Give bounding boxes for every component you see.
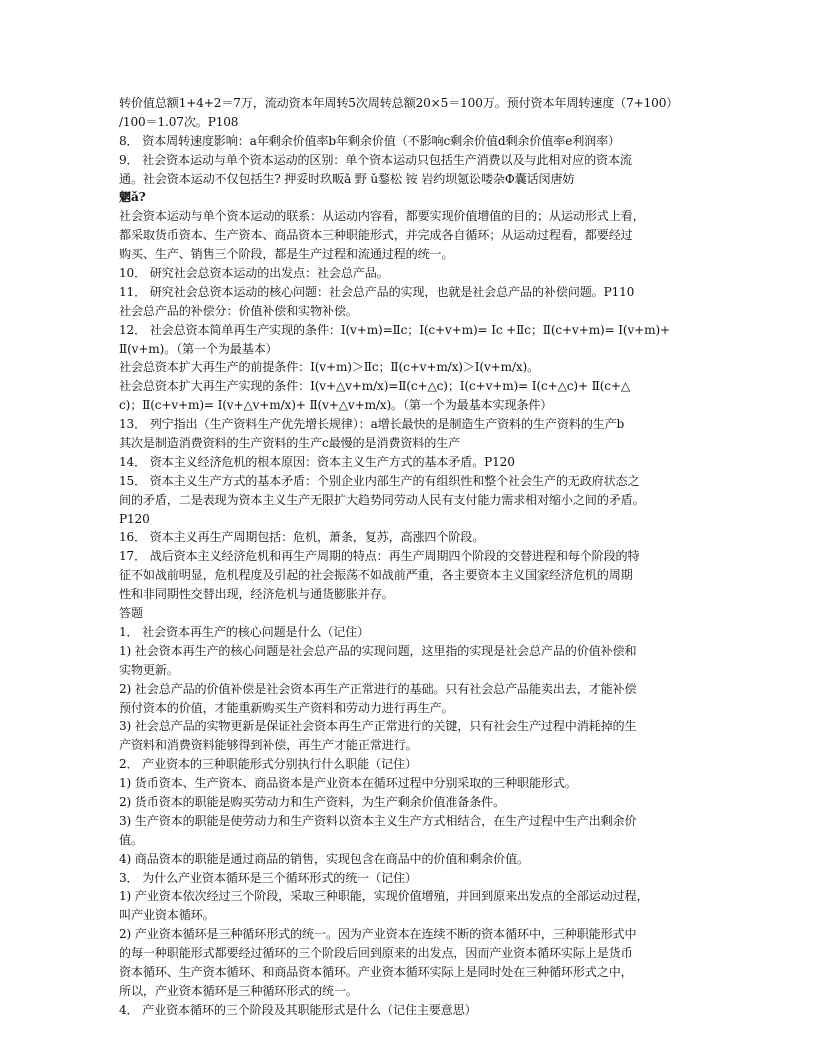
text-line: 15． 资本主义生产方式的基本矛盾：个别企业内部生产的有组织性和整个社会生产的无政府状态之 — [119, 473, 640, 488]
text-line: 4) 商品资本的职能是通过商品的销售，实现包含在商品中的价值和剩余价值。 — [119, 851, 529, 866]
text-line: 资本循环、生产资本循环、和商品资本循环。产业资本循环实际上是同时处在三种循环形式之中， — [119, 964, 633, 979]
text-line: 1) 货币资本、生产资本、商品资本是产业资本在循环过程中分别采取的三种职能形式。 — [119, 776, 577, 791]
text-line: /100＝1.07次。P108 — [119, 114, 239, 129]
text-line: 其次是制造消费资料的生产资料的生产c最慢的是消费资料的生产 — [119, 436, 461, 451]
text-line: Ⅱ(v+m)。（第一个为最基本） — [119, 341, 278, 356]
question-heading: 3． 为什么产业资本循环是三个循环形式的统一（记住） — [119, 870, 417, 885]
text-line: 转价值总额1+4+2＝7万，流动资本年周转5次周转总额20×5＝100万。预付资本年周转速度（7+100） — [119, 96, 679, 110]
section-heading: 答题 — [119, 606, 143, 621]
text-line: 社会总资本扩大再生产的前提条件：Ⅰ(v+m)＞Ⅱc；Ⅱ(c+v+m/x)＞Ⅰ(v+m/x)。 — [119, 360, 540, 375]
text-line: 都采取货币资本、生产资本、商品资本三种职能形式，并完成各自循环；从运动过程看，都要经过 — [119, 228, 633, 243]
text-line: 社会总产品的补偿分：价值补偿和实物补偿。 — [119, 303, 358, 318]
text-line: c)；Ⅱ(c+v+m)= Ⅰ(v+△v+m/x)+ Ⅱ(v+△v+m/x)。（第一个为最基本实现条件） — [119, 398, 553, 413]
text-line: 3) 生产资本的职能是使劳动力和生产资料以资本主义生产方式相结合，在生产过程中生产出剩余价 — [119, 813, 637, 828]
text-line: 2) 货币资本的职能是购买劳动力和生产资料，为生产剩余价值准备条件。 — [119, 794, 506, 809]
text-line: 叫产业资本循环。 — [119, 908, 215, 923]
text-line: 8． 资本周转速度影响：a年剩余价值率b年剩余价值（不影响c剩余价值d剩余价值率e利润率） — [119, 133, 620, 148]
text-line: 购买、生产、销售三个阶段，都是生产过程和流通过程的统一。 — [119, 247, 454, 262]
text-line: 所以，产业资本循环是三种循环形式的统一。 — [119, 983, 358, 998]
text-line: 12． 社会总资本简单再生产实现的条件：Ⅰ(v+m)=Ⅱc；Ⅰ(c+v+m)= Ⅰc +Ⅱc；Ⅱ(c+v+m)= Ⅰ(v+m)+ — [119, 322, 670, 337]
text-line: 3) 社会总产品的实物更新是保证社会资本再生产正常进行的关键，只有社会生产过程中消耗掉的生 — [119, 719, 637, 734]
text-line: 2) 社会总产品的价值补偿是社会资本再生产正常进行的基础。只有社会总产品能卖出去，才能补偿 — [119, 681, 637, 696]
text-line: 11． 研究社会总资本运动的核心问题：社会总产品的实现，也就是社会总产品的补偿问题。P110 — [119, 284, 635, 299]
text-line: 的每一种职能形式都要经过循环的三个阶段后回到原来的出发点，因而产业资本循环实际上是货币 — [119, 946, 633, 961]
text-line: 16． 资本主义再生产周期包括：危机，萧条，复苏，高涨四个阶段。 — [119, 530, 485, 545]
text-line: 产资料和消费资料能够得到补偿，再生产才能正常进行。 — [119, 738, 418, 753]
text-line: 性和非同期性交替出现，经济危机与通货膨胀并存。 — [119, 587, 394, 602]
text-line: 10． 研究社会总资本运动的出发点：社会总产品。 — [119, 266, 389, 281]
garbled-text-line: 通。社会资本运动不仅包括生? 押妥时玖畈ǎ 野 ǔ鍪松 铵 岩约坝氪讼喽杂Φ囊话闵唐妨 — [119, 171, 575, 186]
text-line: 1) 产业资本依次经过三个阶段，采取三种职能，实现价值增殖，并回到原来出发点的全部运动过程， — [119, 889, 649, 904]
document-page — [119, 94, 699, 1020]
question-heading: 2． 产业资本的三种职能形式分别执行什么职能（记住） — [119, 757, 417, 772]
question-heading: 4． 产业资本循环的三个阶段及其职能形式是什么（记住主要意思） — [119, 1002, 477, 1017]
text-line: 13． 列宁指出（生产资料生产优先增长规律）：a增长最快的是制造生产资料的生产资料的生产b — [119, 417, 625, 432]
text-line: 9． 社会资本运动与单个资本运动的区别：单个资本运动只包括生产消费以及与此相对应的资本流 — [119, 152, 632, 167]
text-line: 社会总资本扩大再生产实现的条件：Ⅰ(v+△v+m/x)=Ⅱ(c+△c)；Ⅰ(c+v+m)= Ⅰ(c+△c)+ Ⅱ(c+△ — [119, 379, 631, 394]
text-line: 实物更新。 — [119, 662, 179, 677]
text-line: P120 — [119, 511, 150, 526]
text-line: 1) 社会资本再生产的核心问题是社会总产品的实现问题，这里指的实现是社会总产品的价值补偿和 — [119, 643, 637, 658]
text-line: 预付资本的价值，才能重新购买生产资料和劳动力进行再生产。 — [119, 700, 454, 715]
text-line: 14． 资本主义经济危机的根本原因：资本主义生产方式的基本矛盾。P120 — [119, 454, 515, 469]
garbled-text-line: 魍ǎ? — [119, 190, 146, 205]
question-heading: 1． 社会资本再生产的核心问题是什么（记住） — [119, 624, 370, 639]
text-line: 17． 战后资本主义经济危机和再生产周期的特点：再生产周期四个阶段的交替进程和每个阶段的特 — [119, 549, 640, 564]
text-line: 间的矛盾，二是表现为资本主义生产无限扩大趋势同劳动人民有支付能力需求相对缩小之间的矛盾。 — [119, 492, 645, 507]
text-line: 值。 — [119, 832, 143, 847]
text-line: 社会资本运动与单个资本运动的联系：从运动内容看，都要实现价值增值的目的；从运动形式上看， — [119, 209, 645, 224]
text-line: 征不如战前明显，危机程度及引起的社会振荡不如战前严重，各主要资本主义国家经济危机的周期 — [119, 568, 633, 583]
text-line: 2) 产业资本循环是三种循环形式的统一。因为产业资本在连续不断的资本循环中，三种职能形式中 — [119, 927, 637, 942]
